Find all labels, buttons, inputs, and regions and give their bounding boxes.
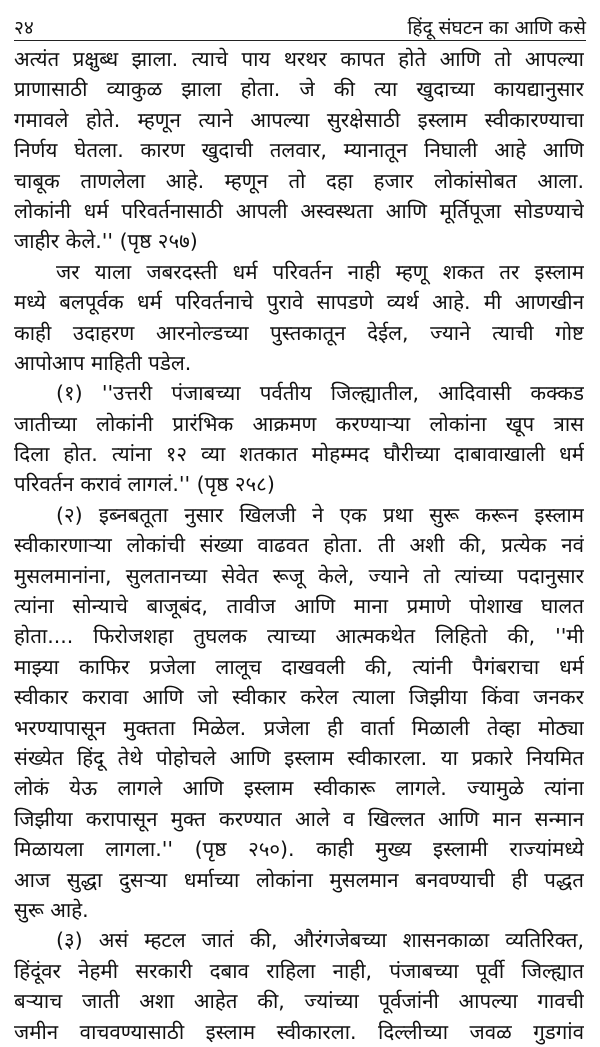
text-line: (२) इब्नबतूता नुसार खिलजी ने एक प्रथा सुरू करून इस्लाम [56, 502, 584, 527]
text-line: जिझीया करापासून मुक्त करण्यात आले व खिल्लत आणि मान सन्मान [14, 806, 584, 831]
text-line: हिंदूंवर नेहमी सरकारी दबाव राहिला नाही, पंजाबच्या पूर्वी जिल्ह्यात [14, 958, 584, 983]
running-head: हिंदू संघटन का आणि कसे [407, 17, 586, 39]
paragraph [14, 257, 584, 379]
text-line: लोकांनी धर्म परिवर्तनासाठी आपली अस्वस्थता आणि मूर्तिपूजा सोडण्याचे [14, 198, 584, 223]
text-line: दिला होत. त्यांना १२ व्या शतकात मोहम्मद घौरीच्या दाबावाखाली धर्म [14, 442, 584, 467]
text-line: लोकं येऊ लागले आणि इस्लाम स्वीकारू लागले. ज्यामुळे त्यांना [14, 776, 584, 801]
paragraph [14, 44, 584, 257]
text-line: संख्येत हिंदू तेथे पोहोचले आणि इस्लाम स्वीकारला. या प्रकारे नियमित [14, 745, 584, 770]
text-line: बऱ्याच जाती अशा आहेत की, ज्यांच्या पूर्वजांनी आपल्या गावची [14, 989, 584, 1014]
text-line: प्राणासाठी व्याकुळ झाला होता. जे की त्या खुदाच्या कायद्यानुसार [14, 77, 584, 102]
text-line: स्वीकारणाऱ्या लोकांची संख्या वाढवत होता. ती अशी की, प्रत्येक नवं [14, 533, 584, 558]
text-line: चाबूक ताणलेला आहे. म्हणून तो दहा हजार लोकांसोबत आला. [14, 168, 584, 193]
page-body [14, 44, 584, 1047]
text-line: काही उदाहरण आरनोल्डच्या पुस्तकातून देईल, ज्याने त्याची गोष्ट [14, 320, 584, 345]
text-line: आज सुद्धा दुसऱ्या धर्माच्या लोकांना मुसलमान बनवण्याची ही पद्धत [14, 867, 584, 892]
text-line: जर याला जबरदस्ती धर्म परिवर्तन नाही म्हणू शकत तर इस्लाम [56, 259, 584, 284]
text-line: निर्णय घेतला. कारण खुदाची तलवार, म्यानातून निघाली आहे आणि [14, 138, 584, 163]
text-line: जातीच्या लोकांनी प्रारंभिक आक्रमण करण्याऱ्या लोकांना खूप त्रास [14, 411, 584, 436]
page-number: २४ [14, 17, 34, 39]
text-line: होता.... फिरोजशहा तुघलक त्याच्या आत्मकथेत लिहितो की, ''मी [14, 624, 584, 649]
text-line: त्यांना सोन्याचे बाजूबंद, तावीज आणि माना प्रमाणे पोशाख घालत [14, 594, 584, 619]
text-line: सुरू आहे. [14, 897, 89, 922]
text-line: भरण्यापासून मुक्तता मिळेल. प्रजेला ही वार्ता मिळाली तेव्हा मोठ्या [14, 715, 584, 740]
text-line: मिळायला लागला.'' (पृष्ठ २५०). काही मुख्य इस्लामी राज्यांमध्ये [14, 837, 584, 862]
text-line: गमावले होते. म्हणून त्याने आपल्या सुरक्षेसाठी इस्लाम स्वीकारण्याचा [14, 107, 584, 132]
text-line: (३) असं म्हटल जातं की, औरंगजेबच्या शासनकाळा व्यतिरिक्त, [56, 928, 584, 953]
paragraph [14, 500, 584, 925]
text-line: माझ्या काफिर प्रजेला लालूच दाखवली की, त्यांनी पैगंबराचा धर्म [14, 654, 584, 679]
paragraph [14, 378, 584, 500]
text-line: आपोआप माहिती पडेल. [14, 350, 192, 375]
text-line: जमीन वाचवण्यासाठी इस्लाम स्वीकारला. दिल्लीच्या जवळ गुडगांव [14, 1019, 584, 1044]
text-line: अत्यंत प्रक्षुब्ध झाला. त्याचे पाय थरथर कापत होते आणि तो आपल्या [14, 47, 584, 71]
text-line: जाहीर केले.'' (पृष्ठ २५७) [14, 229, 198, 254]
text-line: (१) ''उत्तरी पंजाबच्या पर्वतीय जिल्ह्यातील, आदिवासी कक्कड [56, 381, 584, 406]
text-line: मुसलमानांना, सुलतानच्या सेवेत रूजू केले, ज्याने तो त्यांच्या पदानुसार [14, 563, 584, 588]
text-line: परिवर्तन करावं लागलं.'' (पृष्ठ २५८) [14, 472, 275, 497]
text-line: मध्ये बलपूर्वक धर्म परिवर्तनाचे पुरावे सापडणे व्यर्थ आहे. मी आणखीन [14, 290, 584, 315]
text-line: स्वीकार करावा आणि जो स्वीकार करेल त्याला जिझीया किंवा जनकर [14, 685, 584, 710]
page-header [14, 10, 586, 41]
paragraph [14, 925, 584, 1047]
